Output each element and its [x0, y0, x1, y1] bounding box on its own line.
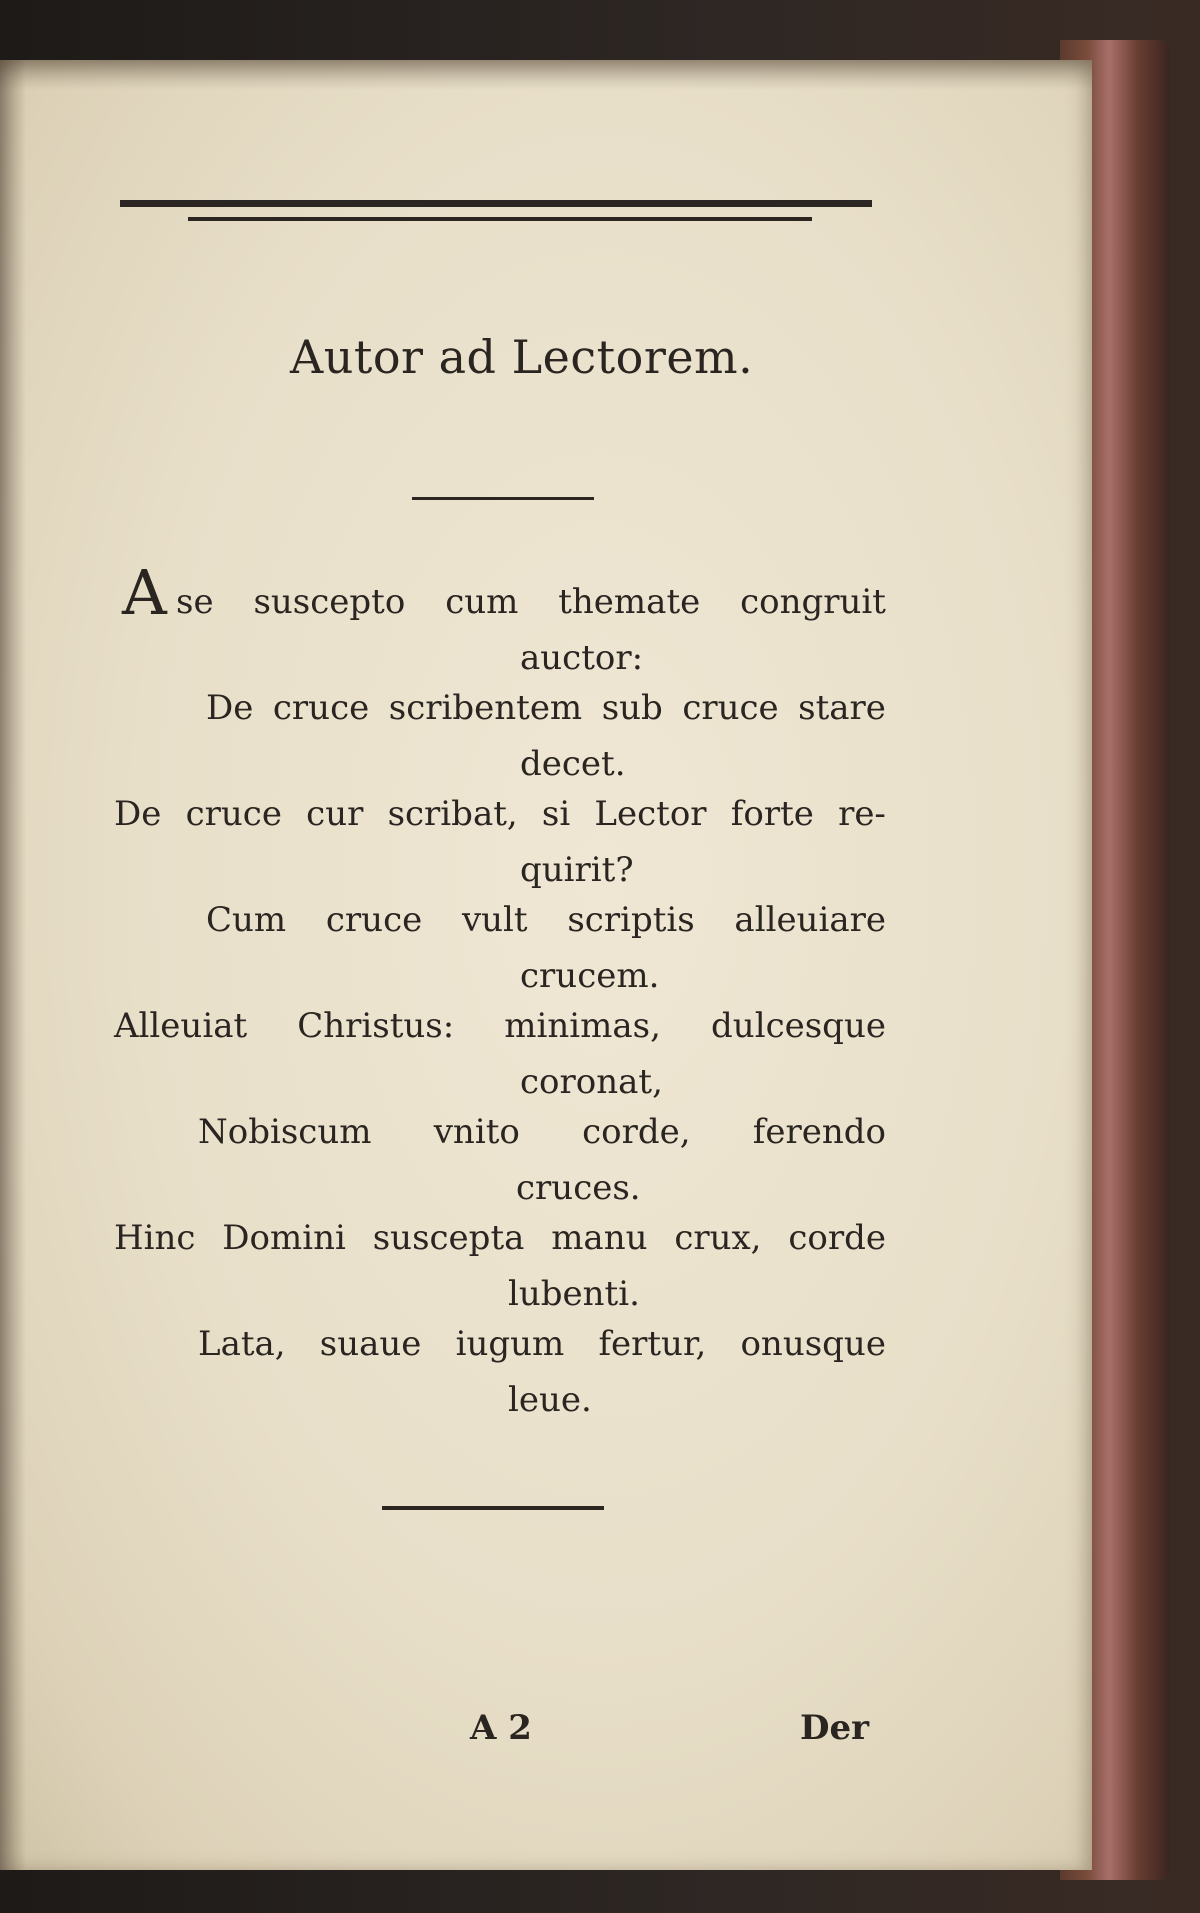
- verse-line-7: [114, 1218, 886, 1258]
- verse-cont-4: crucem.: [520, 956, 660, 996]
- word: fertur,: [598, 1324, 707, 1364]
- word: corde,: [582, 1112, 691, 1152]
- word: stare: [798, 688, 886, 728]
- word: corde: [788, 1218, 886, 1258]
- verse-cont-5: coronat,: [520, 1062, 663, 1102]
- verse-line-6: [198, 1112, 886, 1152]
- word: suaue: [319, 1324, 422, 1364]
- word: re-: [838, 794, 886, 834]
- word: scribat,: [387, 794, 518, 834]
- verse-cont-7: lubenti.: [508, 1274, 640, 1314]
- word: De: [114, 794, 162, 834]
- word: congruit: [740, 582, 886, 622]
- word: onusque: [740, 1324, 886, 1364]
- word: cruce: [185, 794, 282, 834]
- top-rule-thin: [188, 217, 812, 221]
- word: cruce: [325, 900, 423, 940]
- drop-cap: A: [122, 556, 167, 629]
- verse-line-8: [198, 1324, 886, 1364]
- bottom-rule: [382, 1506, 604, 1510]
- word: themate: [558, 582, 701, 622]
- word: cur: [306, 794, 364, 834]
- word: sub: [601, 688, 663, 728]
- verse-cont-8: leue.: [508, 1380, 592, 1420]
- word: minimas,: [504, 1006, 661, 1046]
- word: cruce: [272, 688, 370, 728]
- catchword: Der: [800, 1708, 870, 1748]
- word: vult: [461, 900, 528, 940]
- word: De: [206, 688, 254, 728]
- word: Cum: [206, 900, 287, 940]
- word: alleuiare: [734, 900, 886, 940]
- word: Nobiscum: [198, 1112, 372, 1152]
- word: si: [541, 794, 571, 834]
- verse-line-3: [114, 794, 886, 834]
- word: Alleuiat: [114, 1006, 248, 1046]
- page-top-shadow: [0, 60, 1092, 90]
- word: Domini: [222, 1218, 346, 1258]
- word: se: [176, 582, 214, 622]
- word: manu: [551, 1218, 648, 1258]
- word: Hinc: [114, 1218, 196, 1258]
- word: ferendo: [752, 1112, 886, 1152]
- page-gutter: [0, 60, 26, 1870]
- word: Lector: [594, 794, 707, 834]
- verse-cont-3: quirit?: [520, 850, 634, 890]
- verse-line-5: [114, 1006, 886, 1046]
- word: cum: [445, 582, 519, 622]
- word: iugum: [455, 1324, 565, 1364]
- verse-line-1: [176, 582, 886, 622]
- word: suscepta: [372, 1218, 525, 1258]
- verse-cont-2: decet.: [520, 744, 626, 784]
- word: suscepto: [253, 582, 406, 622]
- word: scribentem: [388, 688, 583, 728]
- verse-cont-6: cruces.: [516, 1168, 641, 1208]
- word: Lata,: [198, 1324, 286, 1364]
- word: forte: [730, 794, 814, 834]
- word: Christus:: [297, 1006, 455, 1046]
- top-rule-thick: [120, 200, 872, 207]
- signature-mark: A 2: [470, 1708, 532, 1748]
- verse-line-2: [206, 688, 886, 728]
- word: vnito: [433, 1112, 520, 1152]
- verse-line-4: [206, 900, 886, 940]
- title-rule: [412, 497, 594, 500]
- word: crux,: [674, 1218, 762, 1258]
- word: dulcesque: [711, 1006, 886, 1046]
- word: scriptis: [567, 900, 695, 940]
- page-title: Autor ad Lectorem.: [290, 330, 754, 384]
- verse-cont-1: auctor:: [520, 638, 644, 678]
- word: cruce: [682, 688, 779, 728]
